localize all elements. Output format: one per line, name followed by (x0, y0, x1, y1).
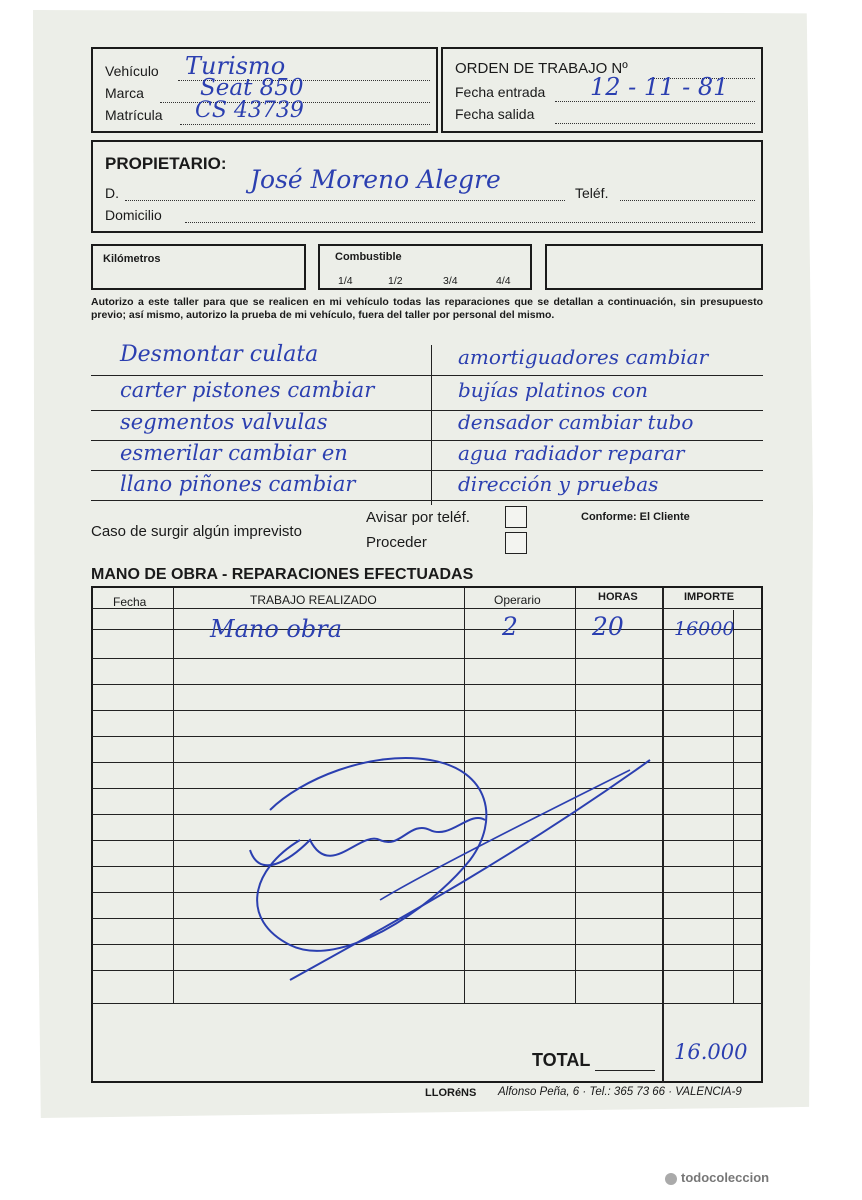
authorization-text: Autorizo a este taller para que se realicen en mi vehículo todas las reparaciones que se detallan a continuación, sin presupuesto previo; así mismo, autorizo la prueba de mi vehículo, fuera del taller por personal del mismo. (91, 296, 763, 321)
col-fecha: Fecha (113, 595, 147, 609)
matricula-label: Matrícula (105, 107, 163, 123)
repair-right-5: dirección y pruebas (458, 472, 659, 496)
conforme-label: Conforme: El Cliente (581, 511, 690, 523)
combustible-label: Combustible (335, 251, 402, 263)
repair-left-3: segmentos valvulas (120, 410, 328, 434)
repair-right-3: densador cambiar tubo (458, 410, 694, 434)
orden-label: ORDEN DE TRABAJO Nº (455, 60, 628, 77)
blank-box (545, 244, 763, 290)
kilometros-label: Kilómetros (103, 253, 161, 265)
matricula-value: CS 43739 (195, 98, 304, 123)
marca-label: Marca (105, 85, 144, 101)
proceder-checkbox[interactable] (505, 532, 527, 554)
repair-left-4: esmerilar cambiar en (120, 441, 348, 465)
domicilio-label: Domicilio (105, 207, 162, 223)
kilometros-box (91, 244, 306, 290)
repair-right-1: amortiguadores cambiar (458, 345, 709, 369)
caso-label: Caso de surgir algún imprevisto (91, 523, 302, 540)
total-value: 16.000 (674, 1040, 748, 1064)
col-trabajo: TRABAJO REALIZADO (250, 593, 377, 607)
printer-address: Alfonso Peña, 6 · Tel.: 365 73 66 · VALENCIA-9 (498, 1086, 742, 1098)
printer-name: LLORéNS (425, 1087, 477, 1099)
labor-row-1-operario: 2 (502, 612, 518, 641)
fecha-salida-label: Fecha salida (455, 106, 535, 122)
labor-section-title: MANO DE OBRA - REPARACIONES EFECTUADAS (91, 566, 474, 583)
watermark: todocoleccion (665, 1170, 769, 1185)
repair-right-2: bujías platinos con (458, 378, 649, 402)
owner-name-value: José Moreno Alegre (250, 165, 501, 194)
fuel-level-4: 4/4 (496, 275, 511, 287)
fuel-level-1: 1/4 (338, 275, 353, 287)
fecha-entrada-label: Fecha entrada (455, 84, 546, 100)
fuel-level-3: 3/4 (443, 275, 458, 287)
marca-value: Seat 850 (200, 75, 304, 101)
repair-left-2: carter pistones cambiar (120, 378, 375, 402)
client-signature (230, 750, 660, 1000)
fuel-level-2: 1/2 (388, 275, 403, 287)
repair-left-1: Desmontar culata (120, 342, 319, 367)
avisar-label: Avisar por teléf. (366, 509, 470, 526)
avisar-checkbox[interactable] (505, 506, 527, 528)
telef-label: Teléf. (575, 185, 609, 201)
proceder-label: Proceder (366, 534, 427, 551)
watermark-logo-icon (665, 1173, 677, 1185)
propietario-title: PROPIETARIO: (105, 154, 227, 173)
vehiculo-label: Vehículo (105, 63, 159, 79)
col-operario: Operario (494, 593, 541, 607)
repair-left-5: llano piñones cambiar (120, 472, 356, 496)
repair-right-4: agua radiador reparar (458, 441, 685, 465)
total-label: TOTAL (532, 1050, 591, 1070)
labor-row-1-horas: 20 (592, 612, 624, 641)
d-label: D. (105, 185, 119, 201)
col-importe: IMPORTE (684, 591, 735, 603)
labor-row-1-importe: 16000 (674, 618, 735, 640)
labor-row-1-trabajo: Mano obra (210, 615, 343, 643)
fecha-entrada-value: 12 - 11 - 81 (590, 73, 729, 101)
vehiculo-value: Turismo (185, 52, 286, 80)
col-horas: HORAS (598, 591, 638, 603)
